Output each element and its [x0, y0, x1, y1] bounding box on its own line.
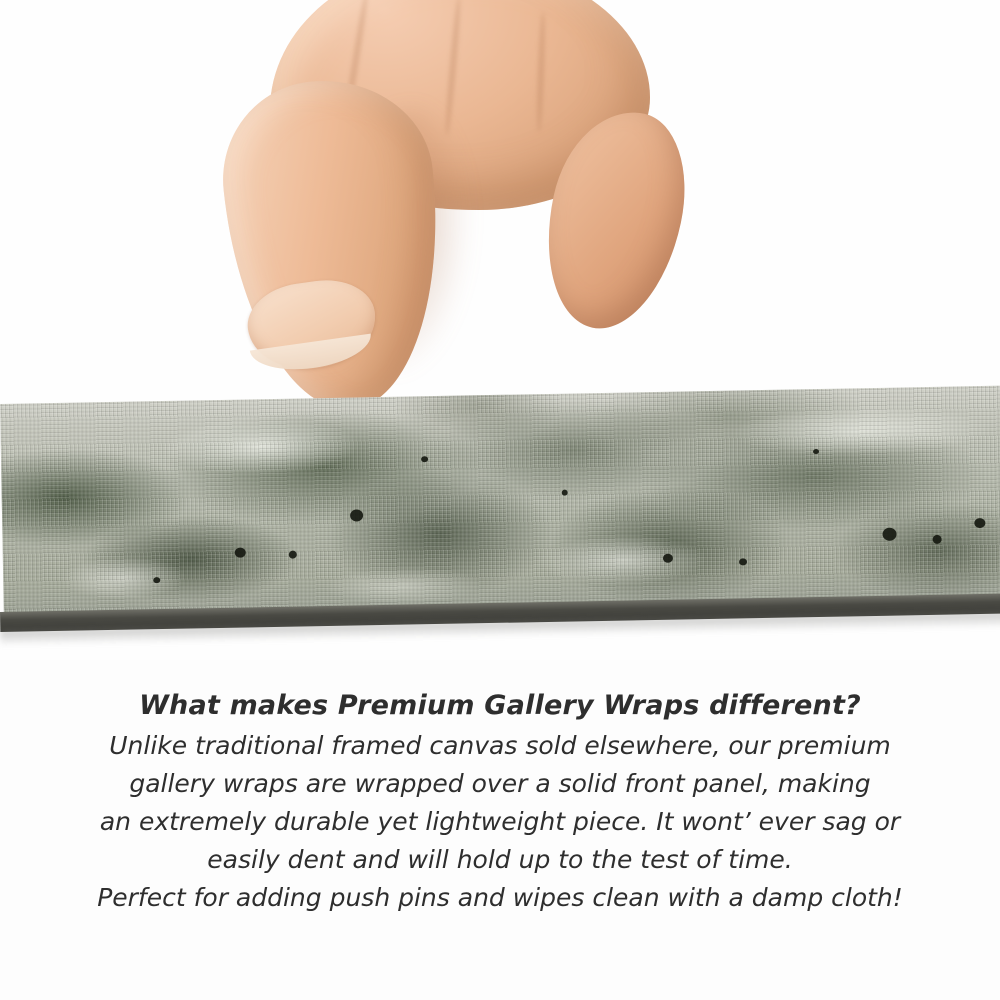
caption-body	[0, 727, 1000, 917]
canvas-speck	[813, 449, 819, 454]
canvas-speck	[663, 554, 673, 563]
caption-line-3: an extremely durable yet lightweight piece. It wont’ ever sag or	[99, 807, 901, 836]
canvas-wrap-edge	[0, 386, 1000, 619]
caption-line-4: easily dent and will hold up to the test of time.	[207, 845, 793, 874]
canvas-speck	[421, 456, 428, 462]
caption-heading: What makes Premium Gallery Wraps different?	[139, 690, 861, 721]
caption-line-2: gallery wraps are wrapped over a solid front panel, making	[129, 769, 871, 798]
caption-block	[0, 690, 1000, 917]
canvas-weave-texture	[0, 386, 1000, 619]
caption-line-5: Perfect for adding push pins and wipes clean with a damp cloth!	[97, 883, 903, 912]
caption-line-1: Unlike traditional framed canvas sold elsewhere, our premium	[109, 731, 891, 760]
hand-illustration	[120, 0, 640, 430]
canvas-speck	[562, 490, 568, 496]
